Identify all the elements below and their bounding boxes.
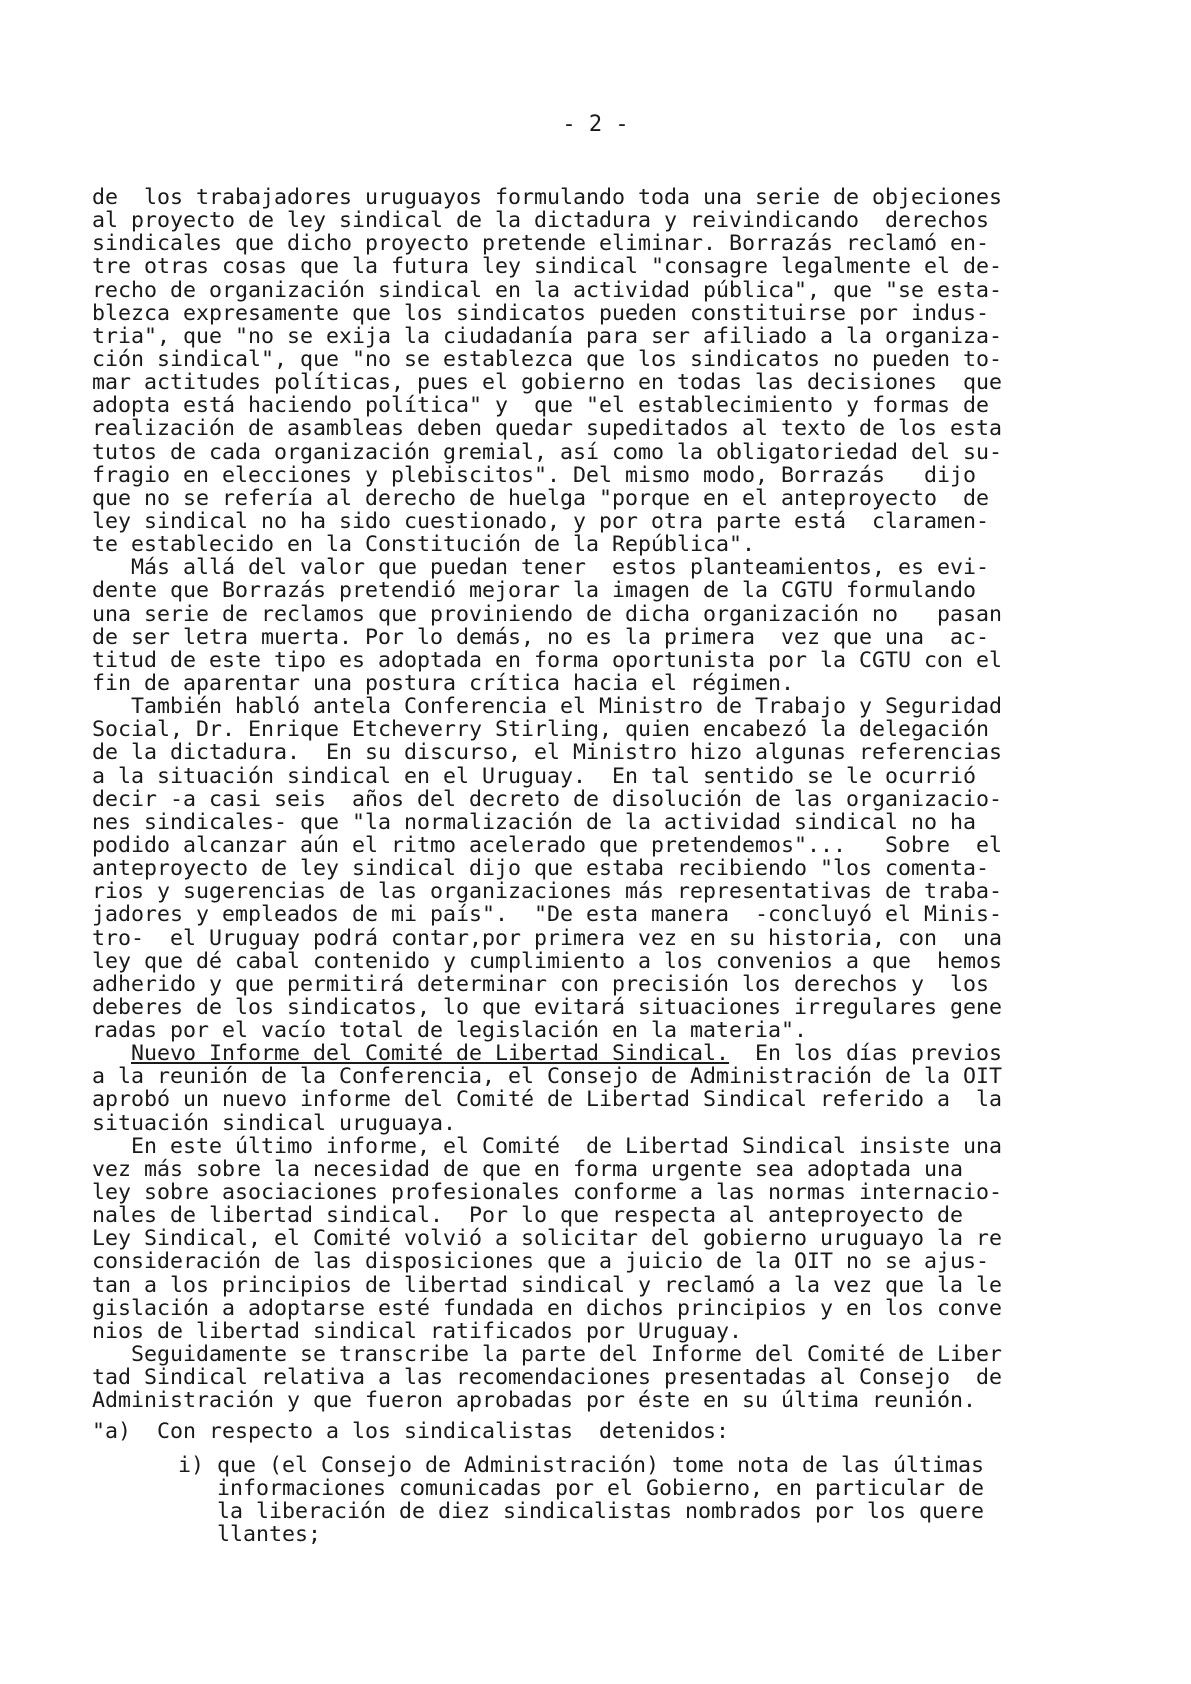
body-text-line: podido alcanzar aún el ritmo acelerado que pretendemos"... Sobre el — [92, 832, 1003, 858]
section-text-line: Seguidamente se transcribe la parte del Informe del Comité de Liber — [92, 1342, 1003, 1368]
section-text-line: Nuevo Informe del Comité de Libertad Sindical. En los días previos — [131, 1041, 1003, 1067]
body-text-line: blezca expresamente que los sindicatos pueden constituirse por indus- — [92, 300, 990, 326]
section-text-line: tad Sindical relativa a las recomendaciones presentadas al Consejo de — [92, 1365, 1003, 1391]
body-text-line: Más allá del valor que puedan tener estos planteamientos, es evi- — [92, 555, 990, 581]
item-i-text-line: i) que (el Consejo de Administración) tome nota de las últimas — [178, 1452, 985, 1478]
section-text-line: nales de libertad sindical. Por lo que respecta al anteproyecto de — [92, 1203, 964, 1229]
item-i-text-line: informaciones comunicadas por el Gobierno, en particular de — [178, 1475, 985, 1501]
item-i-paragraph — [92, 1454, 1102, 1547]
section-text-line: tan a los principios de libertad sindical y reclamó a la vez que la le — [92, 1272, 1003, 1298]
body-text-line: tro- el Uruguay podrá contar,por primera vez en su historia, con una — [92, 925, 1003, 951]
section-text-line: aprobó un nuevo informe del Comité de Libertad Sindical referido a la — [92, 1087, 1003, 1113]
body-text-line: ley que dé cabal contenido y cumplimiento a los convenios a que hemos — [92, 948, 1003, 974]
body-paragraphs — [92, 186, 1102, 1042]
body-text-line: recho de organización sindical en la actividad pública", que "se esta- — [92, 277, 1003, 303]
page-number: - 2 - — [562, 112, 629, 137]
body-text-line: deberes de los sindicatos, lo que evitará situaciones irregulares gene — [92, 994, 1003, 1020]
body-text-line: jadores y empleados de mi país". "De esta manera -concluyó el Minis- — [92, 902, 1003, 928]
section-text-line: Administración y que fueron aprobadas por éste en su última reunión. — [92, 1388, 977, 1414]
item-a-text: "a) Con respecto a los sindicalistas detenidos: — [92, 1419, 730, 1445]
body-text-line: de los trabajadores uruguayos formulando toda una serie de objeciones — [92, 185, 1003, 210]
section-heading: Nuevo Informe del Comité de Libertad Sindical. — [131, 1041, 730, 1067]
body-text-line: fin de aparentar una postura crítica hacia el régimen. — [92, 670, 795, 696]
section-paragraphs — [92, 1042, 1102, 1412]
section-text-line: ley sobre asociaciones profesionales conforme a las normas internacio- — [92, 1180, 1003, 1206]
section-text-line: vez más sobre la necesidad de que en forma urgente sea adoptada una — [92, 1156, 964, 1182]
body-text-line: nes sindicales- que "la normalización de la actividad sindical no ha — [92, 809, 977, 835]
item-i-text-line: la liberación de diez sindicalistas nombrados por los quere — [178, 1498, 985, 1524]
body-text-line: al proyecto de ley sindical de la dictadura y reivindicando derechos — [92, 208, 990, 234]
body-text-line: adherido y que permitirá determinar con precisión los derechos y los — [92, 971, 990, 997]
body-text-line: a la situación sindical en el Uruguay. En tal sentido se le ocurrió — [92, 763, 977, 789]
body-text-line: de la dictadura. En su discurso, el Ministro hizo algunas referencias — [92, 740, 1003, 766]
section-text-line: consideración de las disposiciones que a juicio de la OIT no se ajus- — [92, 1249, 990, 1275]
item-i-text-line: llantes; — [178, 1522, 322, 1548]
body-text-line: te establecido en la Constitución de la República". — [92, 532, 756, 558]
section-text-line: nios de libertad sindical ratificados por Uruguay. — [92, 1318, 743, 1344]
body-text-line: Social, Dr. Enrique Etcheverry Stirling, quien encabezó la delegación — [92, 717, 990, 743]
body-text-line: titud de este tipo es adoptada en forma oportunista por la CGTU con el — [92, 647, 1003, 673]
body-text-line: rios y sugerencias de las organizaciones más representativas de traba- — [92, 879, 1003, 905]
body-text-line: ley sindical no ha sido cuestionado, y por otra parte está claramen- — [92, 508, 990, 534]
body-text-line: tutos de cada organización gremial, así como la obligatoriedad del su- — [92, 439, 1003, 465]
document-body — [92, 186, 1102, 1546]
body-text-line: adopta está haciendo política" y que "el establecimiento y formas de — [92, 393, 990, 419]
section-text-line: Ley Sindical, el Comité volvió a solicitar del gobierno uruguayo la re — [92, 1226, 1003, 1252]
section-text-line: a la reunión de la Conferencia, el Consejo de Administración de la OIT — [92, 1064, 1003, 1090]
section-text-line: situación sindical uruguaya. — [92, 1110, 457, 1136]
body-text-line: realización de asambleas deben quedar supeditados al texto de los esta — [92, 416, 1003, 442]
section-text-line: gislación a adoptarse esté fundada en dichos principios y en los conve — [92, 1295, 1003, 1321]
body-text-line: tre otras cosas que la futura ley sindical "consagre legalmente el de- — [92, 254, 1003, 280]
body-text-line: sindicales que dicho proyecto pretende eliminar. Borrazás reclamó en- — [92, 231, 990, 257]
section-text-line: En este último informe, el Comité de Libertad Sindical insiste una — [92, 1133, 1003, 1159]
body-text-line: mar actitudes políticas, pues el gobierno en todas las decisiones que — [92, 370, 1003, 396]
body-text-line: También habló antela Conferencia el Ministro de Trabajo y Seguridad — [92, 694, 1003, 720]
body-text-line: de ser letra muerta. Por lo demás, no es la primera vez que una ac- — [92, 624, 990, 650]
body-text-line: radas por el vacío total de legislación en la materia". — [92, 1018, 808, 1044]
body-text-line: decir -a casi seis años del decreto de disolución de las organizacio- — [92, 786, 1003, 812]
body-text-line: ción sindical", que "no se establezca que los sindicatos no pueden to- — [92, 346, 1003, 372]
body-text-line: dente que Borrazás pretendió mejorar la imagen de la CGTU formulando — [92, 578, 977, 604]
body-text-line: fragio en elecciones y plebiscitos". Del mismo modo, Borrazás dijo — [92, 462, 977, 488]
body-text-line: una serie de reclamos que proviniendo de dicha organización no pasan — [92, 601, 1003, 627]
body-text-line: tria", que "no se exija la ciudadanía para ser afiliado a la organiza- — [92, 323, 1003, 349]
body-text-line: que no se refería al derecho de huelga "porque en el anteproyecto de — [92, 485, 990, 511]
body-text-line: anteproyecto de ley sindical dijo que estaba recibiendo "los comenta- — [92, 856, 990, 882]
